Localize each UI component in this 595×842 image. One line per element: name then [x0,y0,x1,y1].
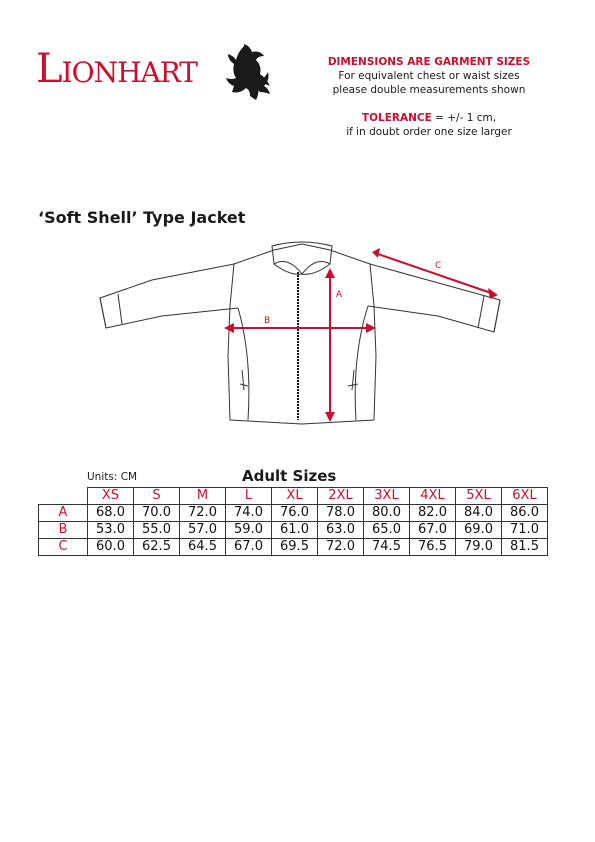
table-cell: 74.5 [364,539,410,556]
row-label: A [39,505,88,522]
size-header: S [134,488,180,505]
table-cell: 81.5 [502,539,548,556]
table-cell: 53.0 [88,522,134,539]
table-row [39,522,548,539]
measure-b-label: B [264,316,271,326]
table-cell: 72.0 [318,539,364,556]
table-cell: 71.0 [502,522,548,539]
table-cell: 64.5 [180,539,226,556]
table-cell: 63.0 [318,522,364,539]
size-header: L [226,488,272,505]
measure-c-label: C [435,261,442,271]
size-header: 2XL [318,488,364,505]
brand-name: Lionhart [36,46,197,92]
product-title: ‘Soft Shell’ Type Jacket [38,208,246,227]
jacket-collar [272,242,332,274]
dimensions-line-2: please double measurements shown [332,84,526,96]
row-label: C [39,539,88,556]
table-cell: 69.0 [456,522,502,539]
table-cell: 72.0 [180,505,226,522]
table-cell: 80.0 [364,505,410,522]
table-cell: 76.5 [410,539,456,556]
measure-c-arrow [378,254,494,294]
dimensions-line-1: For equivalent chest or waist sizes [338,70,520,82]
size-table [38,487,548,556]
left-pocket [240,370,248,390]
table-cell: 65.0 [364,522,410,539]
size-header: 6XL [502,488,548,505]
table-cell: 67.0 [226,539,272,556]
table-cell: 57.0 [180,522,226,539]
table-cell: 68.0 [88,505,134,522]
table-cell: 60.0 [88,539,134,556]
table-cell: 79.0 [456,539,502,556]
units-label: Units: CM [87,471,138,483]
size-header: XS [88,488,134,505]
table-cell: 59.0 [226,522,272,539]
table-cell: 67.0 [410,522,456,539]
table-cell: 55.0 [134,522,180,539]
lionhart-logo [36,40,246,104]
table-cell: 86.0 [502,505,548,522]
table-cell: 82.0 [410,505,456,522]
measure-a-label: A [336,290,343,300]
size-header: XL [272,488,318,505]
tolerance-line-2: if in doubt order one size larger [346,126,512,138]
size-header: 3XL [364,488,410,505]
table-cell: 70.0 [134,505,180,522]
row-label: B [39,522,88,539]
size-header: 5XL [456,488,502,505]
tolerance-label: TOLERANCE [361,112,432,124]
size-header: M [180,488,226,505]
dimensions-note [299,55,559,97]
table-cell: 84.0 [456,505,502,522]
jacket-left-sleeve [100,264,238,328]
tolerance-note [299,111,559,139]
tolerance-value: = +/- 1 cm, [431,112,497,124]
jacket-body-outline [228,244,376,424]
table-cell: 78.0 [318,505,364,522]
right-pocket [348,370,358,390]
table-cell: 62.5 [134,539,180,556]
dimensions-title: DIMENSIONS ARE GARMENT SIZES [327,56,531,68]
rampant-lion-icon [214,40,274,106]
table-cell: 69.5 [272,539,318,556]
corner-cell [39,488,88,505]
table-cell: 76.0 [272,505,318,522]
size-header-row [39,488,548,505]
table-row [39,539,548,556]
table-cell: 61.0 [272,522,318,539]
table-row [39,505,548,522]
size-header: 4XL [410,488,456,505]
size-table-heading: Adult Sizes [242,467,337,485]
jacket-diagram [92,236,512,436]
table-cell: 74.0 [226,505,272,522]
